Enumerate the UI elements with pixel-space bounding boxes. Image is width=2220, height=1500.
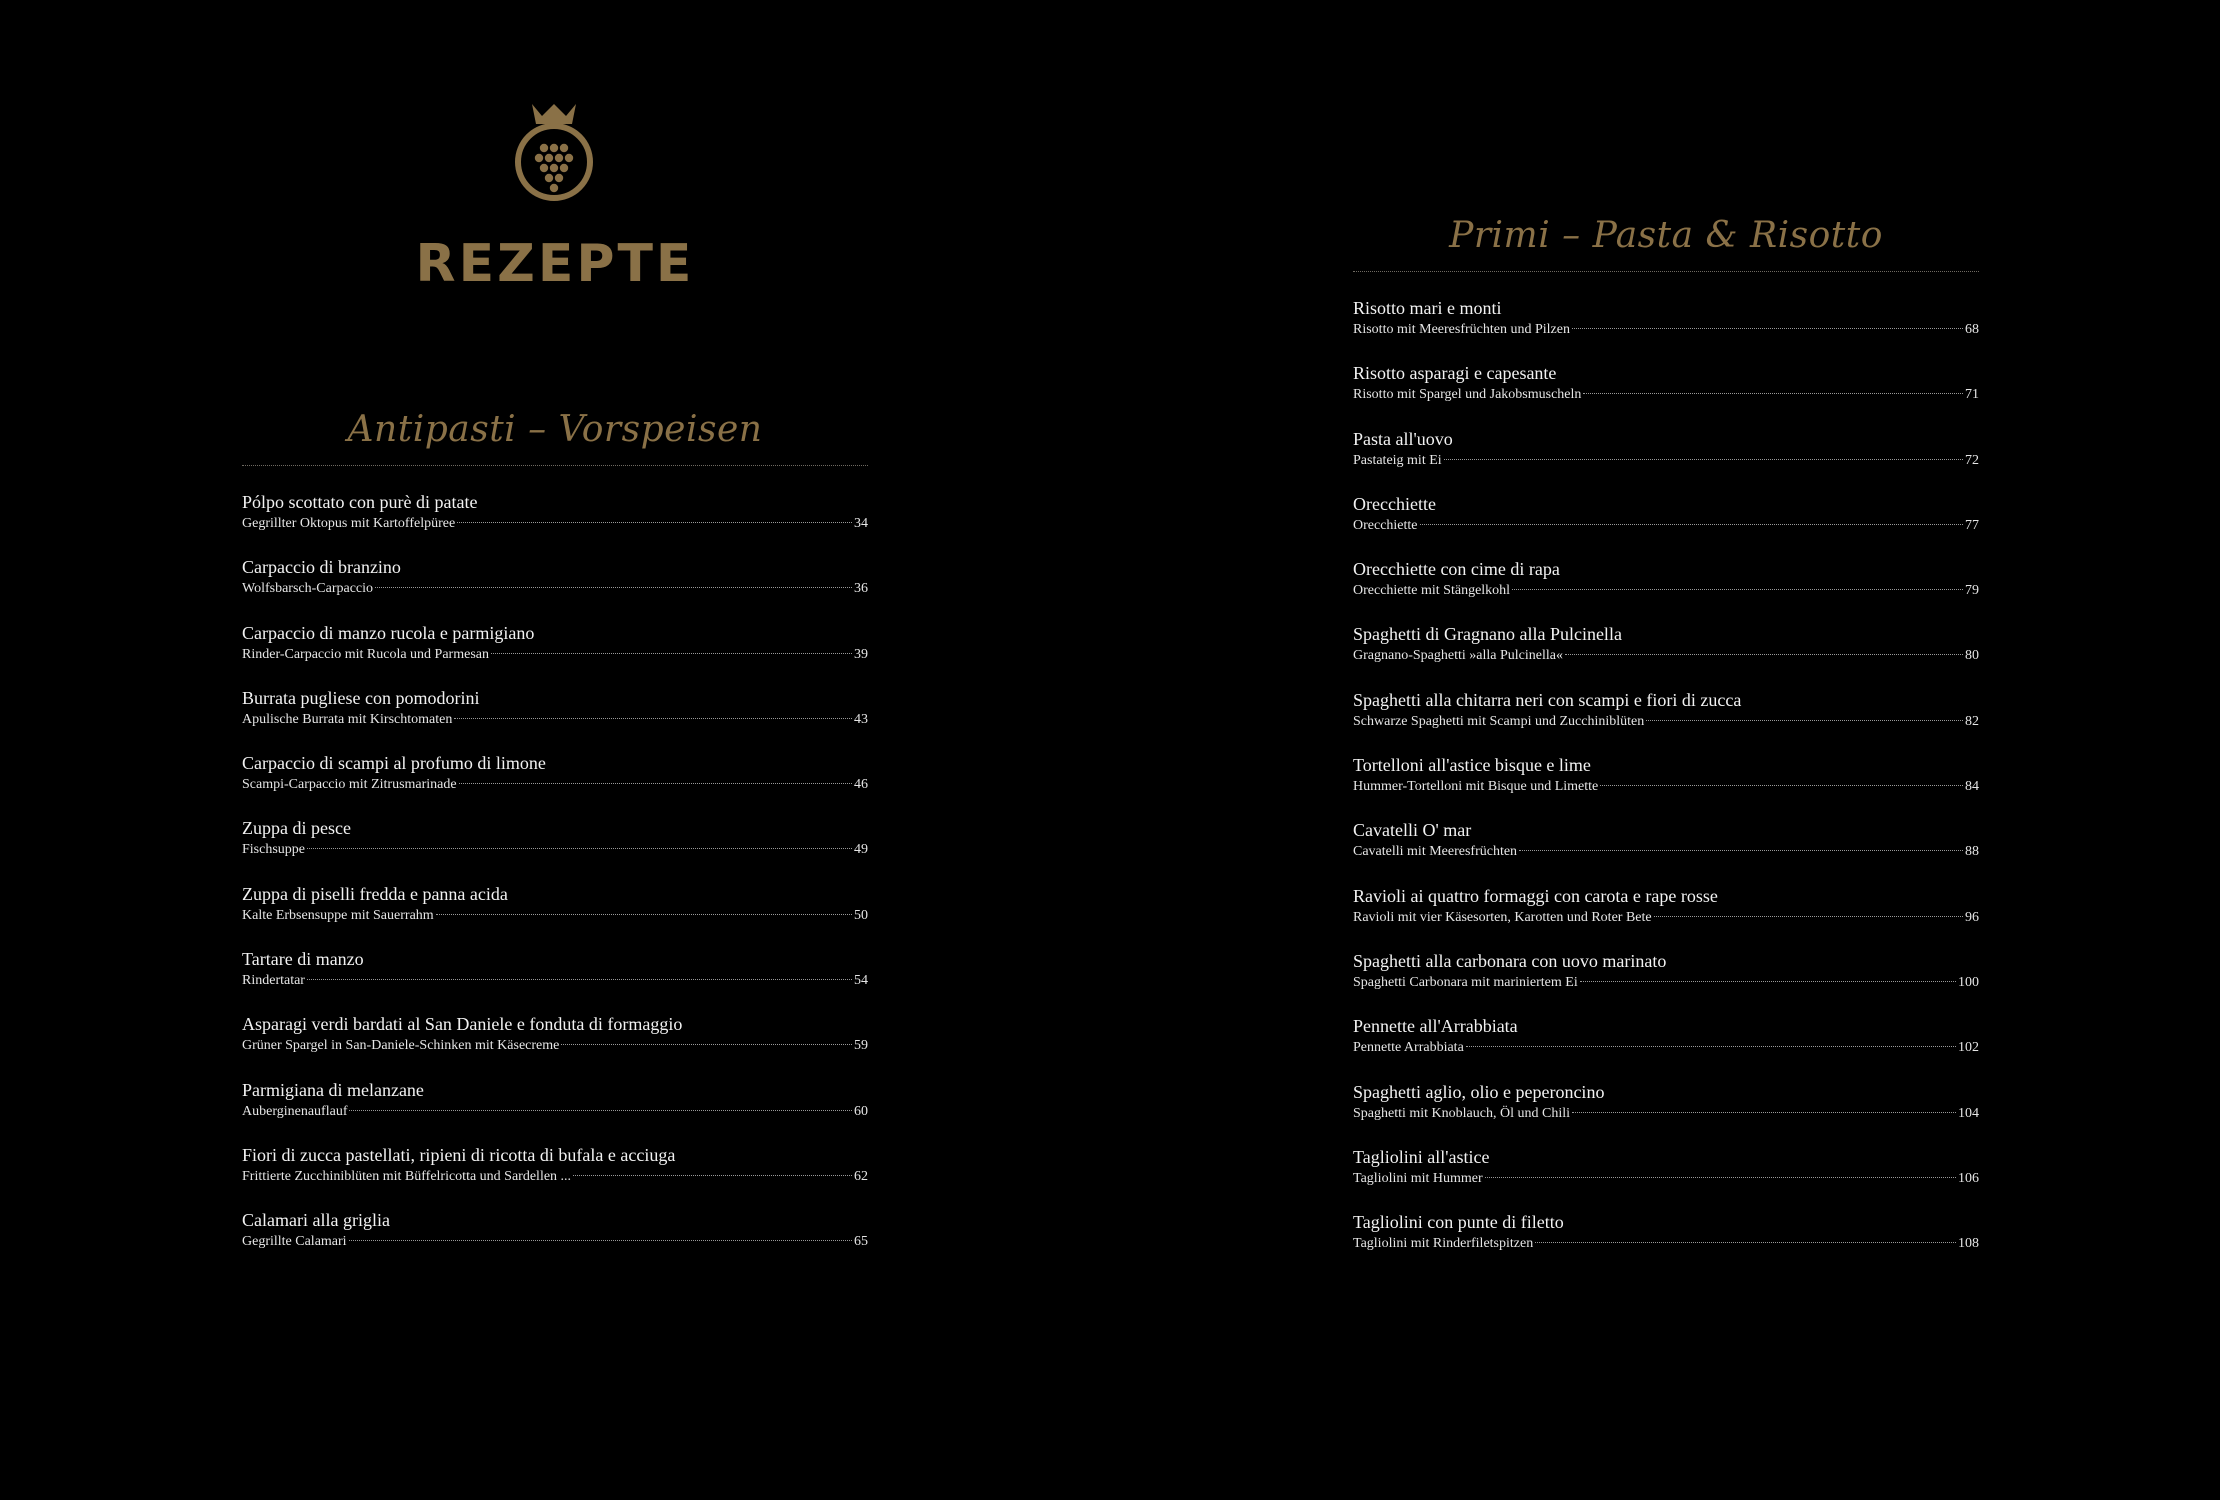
recipe-title: Pasta all'uovo (1353, 428, 1453, 449)
recipe-title: Cavatelli O' mar (1353, 820, 1472, 841)
recipe-entry (1353, 753, 1979, 818)
page-number: 79 (1965, 583, 1979, 599)
primi-section (1353, 206, 1979, 1275)
dot-leader (1654, 916, 1963, 917)
recipe-title: Tortelloni all'astice bisque e lime (1353, 755, 1591, 776)
recipe-entry (1353, 1014, 1979, 1079)
recipe-title: Risotto asparagi e capesante (1353, 363, 1557, 384)
recipe-subtitle-line (1353, 320, 1979, 340)
recipe-subtitle-line (1353, 777, 1979, 797)
recipe-entry (242, 751, 868, 816)
page-number: 82 (1965, 713, 1979, 729)
recipe-title: Spaghetti aglio, olio e peperoncino (1353, 1081, 1605, 1102)
recipe-subtitle: Wolfsbarsch-Carpaccio (242, 581, 374, 597)
recipe-entry (242, 1078, 868, 1143)
recipe-subtitle: Frittierte Zucchiniblüten mit Büffelricotta und Sardellen ... (242, 1168, 572, 1184)
recipe-entry (242, 490, 868, 555)
dot-leader (1519, 850, 1963, 851)
recipe-subtitle: Schwarze Spaghetti mit Scampi und Zucchiniblüten (1353, 713, 1645, 729)
page-number: 96 (1965, 909, 1979, 925)
recipe-subtitle-line (1353, 646, 1979, 666)
recipe-subtitle-line (1353, 581, 1979, 601)
recipe-title: Tartare di manzo (242, 949, 364, 970)
recipe-entry (1353, 492, 1979, 557)
dot-leader (1485, 1177, 1956, 1178)
page-number: 77 (1965, 517, 1979, 533)
recipe-title: Tagliolini con punte di filetto (1353, 1212, 1564, 1233)
recipe-entry (1353, 296, 1979, 361)
recipe-title: Carpaccio di branzino (242, 557, 401, 578)
recipe-title: Pólpo scottato con purè di patate (242, 492, 478, 512)
page-number: 46 (854, 777, 868, 793)
dot-leader (1580, 981, 1956, 982)
dot-leader (459, 783, 852, 784)
page-number: 34 (854, 516, 868, 531)
recipe-title: Spaghetti alla carbonara con uovo marinato (1353, 950, 1667, 971)
recipe-title: Calamari alla griglia (242, 1210, 390, 1231)
recipe-subtitle: Grüner Spargel in San-Daniele-Schinken mit Käsecreme (242, 1038, 560, 1054)
recipe-subtitle-line (1353, 908, 1979, 928)
dot-leader (457, 522, 852, 523)
recipe-entry (242, 882, 868, 947)
recipe-subtitle: Scampi-Carpaccio mit Zitrusmarinade (242, 777, 457, 793)
page-number: 102 (1958, 1040, 1979, 1056)
recipe-entry (1353, 818, 1979, 883)
recipe-entry (1353, 557, 1979, 622)
dot-leader (561, 1044, 852, 1045)
recipe-subtitle-line (242, 1232, 868, 1252)
page-number: 106 (1958, 1170, 1979, 1186)
recipe-subtitle-line (1353, 451, 1979, 471)
dot-leader (454, 718, 852, 719)
dot-leader (375, 587, 852, 588)
recipe-entry (1353, 884, 1979, 949)
recipe-list (242, 490, 868, 1274)
recipe-subtitle: Rinder-Carpaccio mit Rucola und Parmesan (242, 646, 489, 662)
page-number: 49 (854, 842, 868, 858)
recipe-entry (1353, 1145, 1979, 1210)
recipe-subtitle-line (1353, 1234, 1979, 1254)
recipe-subtitle-line (1353, 973, 1979, 993)
page-number: 59 (854, 1038, 868, 1054)
page-number: 80 (1965, 648, 1979, 664)
recipe-title: Zuppa di pesce (242, 818, 351, 839)
recipe-subtitle-line (1353, 1169, 1979, 1189)
section-divider (1353, 271, 1979, 272)
recipe-entry (242, 621, 868, 686)
recipe-subtitle-line (242, 1102, 868, 1122)
recipe-subtitle: Kalte Erbsensuppe mit Sauerrahm (242, 907, 434, 923)
page-number: 84 (1965, 779, 1979, 795)
recipe-subtitle-line (1353, 385, 1979, 405)
page-number: 104 (1958, 1105, 1979, 1121)
dot-leader (1572, 1112, 1956, 1113)
dot-leader (1646, 720, 1963, 721)
dot-leader (1600, 785, 1963, 786)
dot-leader (573, 1175, 852, 1176)
recipe-subtitle: Risotto mit Spargel und Jakobsmuscheln (1353, 387, 1582, 403)
dot-leader (1535, 1242, 1956, 1243)
recipe-title: Tagliolini all'astice (1353, 1146, 1490, 1167)
recipe-title: Zuppa di piselli fredda e panna acida (242, 883, 508, 904)
recipe-subtitle: Spaghetti Carbonara mit mariniertem Ei (1353, 974, 1578, 990)
page-number: 108 (1958, 1236, 1979, 1252)
recipe-subtitle: Orecchiette mit Stängelkohl (1353, 583, 1511, 599)
recipe-title: Ravioli ai quattro formaggi con carota e rape rosse (1353, 885, 1718, 906)
recipe-subtitle-line (242, 645, 868, 665)
page-number: 65 (854, 1234, 868, 1250)
page-number: 39 (854, 646, 868, 662)
recipe-subtitle-line (242, 775, 868, 795)
dot-leader (1444, 459, 1963, 460)
recipe-subtitle: Rindertatar (242, 973, 305, 989)
recipe-title: Asparagi verdi bardati al San Daniele e fonduta di formaggio (242, 1014, 683, 1035)
recipe-entry (1353, 622, 1979, 687)
recipe-subtitle: Pennette Arrabbiata (1353, 1040, 1464, 1056)
recipe-entry (242, 816, 868, 881)
recipe-subtitle-line (242, 971, 868, 991)
dot-leader (1583, 393, 1963, 394)
recipe-title: Carpaccio di scampi al profumo di limone (242, 753, 546, 774)
recipe-subtitle: Cavatelli mit Meeresfrüchten (1353, 844, 1518, 860)
recipe-subtitle: Tagliolini mit Hummer (1353, 1170, 1483, 1186)
recipe-entry (1353, 1210, 1979, 1275)
recipe-subtitle-line (242, 840, 868, 860)
page-number: 100 (1958, 974, 1979, 990)
page-number: 68 (1965, 322, 1979, 337)
recipe-entry (1353, 427, 1979, 492)
recipe-subtitle: Gragnano-Spaghetti »alla Pulcinella« (1353, 648, 1563, 664)
dot-leader (1572, 328, 1963, 329)
recipe-subtitle-line (242, 514, 868, 534)
recipe-subtitle-line (1353, 842, 1979, 862)
recipe-subtitle-line (1353, 712, 1979, 732)
recipe-entry (242, 555, 868, 620)
recipe-subtitle-line (242, 710, 868, 730)
recipe-title: Spaghetti di Gragnano alla Pulcinella (1353, 624, 1622, 645)
recipe-title: Parmigiana di melanzane (242, 1079, 424, 1100)
page-number: 54 (854, 973, 868, 989)
recipe-title: Pennette all'Arrabbiata (1353, 1016, 1518, 1037)
recipe-subtitle-line (242, 906, 868, 926)
recipe-subtitle: Apulische Burrata mit Kirschtomaten (242, 711, 453, 727)
page-number: 36 (854, 581, 868, 597)
right-page (1110, 0, 2220, 1500)
recipe-subtitle: Gegrillte Calamari (242, 1234, 347, 1250)
dot-leader (1466, 1046, 1956, 1047)
recipe-subtitle: Auberginenauflauf (242, 1103, 348, 1119)
recipe-title: Burrata pugliese con pomodorini (242, 687, 480, 708)
recipe-subtitle: Spaghetti mit Knoblauch, Öl und Chili (1353, 1105, 1570, 1121)
book-title: REZEPTE (415, 234, 695, 294)
recipe-entry (1353, 949, 1979, 1014)
section-divider (242, 465, 868, 466)
page-number: 88 (1965, 844, 1979, 860)
recipe-subtitle: Ravioli mit vier Käsesorten, Karotten und Roter Bete (1353, 909, 1652, 925)
dot-leader (349, 1110, 852, 1111)
section-heading: Antipasti – Vorspeisen (347, 409, 763, 450)
recipe-entry (242, 1208, 868, 1273)
recipe-entry (242, 1012, 868, 1077)
dot-leader (1565, 654, 1963, 655)
dot-leader (307, 979, 852, 980)
dot-leader (307, 848, 852, 849)
crowned-grape-logo-icon (512, 102, 596, 204)
recipe-title: Carpaccio di manzo rucola e parmigiano (242, 622, 535, 643)
recipe-subtitle: Orecchiette (1353, 517, 1418, 533)
antipasti-section (242, 400, 868, 1274)
recipe-subtitle-line (242, 1167, 868, 1187)
recipe-subtitle-line (1353, 1104, 1979, 1124)
recipe-subtitle: Gegrillter Oktopus mit Kartoffelpüree (242, 516, 456, 531)
recipe-subtitle: Tagliolini mit Rinderfiletspitzen (1353, 1236, 1534, 1252)
recipe-title: Orecchiette (1353, 493, 1436, 514)
dot-leader (491, 653, 852, 654)
page-number: 72 (1965, 452, 1979, 468)
dot-leader (349, 1240, 852, 1241)
recipe-title: Fiori di zucca pastellati, ripieni di ricotta di bufala e acciuga (242, 1144, 676, 1165)
recipe-subtitle-line (242, 1036, 868, 1056)
recipe-list (1353, 296, 1979, 1275)
page-number: 50 (854, 907, 868, 923)
recipe-subtitle: Hummer-Tortelloni mit Bisque und Limette (1353, 779, 1599, 795)
dot-leader (436, 914, 852, 915)
recipe-entry (1353, 1080, 1979, 1145)
recipe-subtitle-line (1353, 516, 1979, 536)
page-number: 62 (854, 1168, 868, 1184)
dot-leader (1420, 524, 1963, 525)
recipe-title: Spaghetti alla chitarra neri con scampi e fiori di zucca (1353, 689, 1742, 710)
recipe-entry (242, 686, 868, 751)
recipe-subtitle-line (242, 579, 868, 599)
recipe-subtitle: Risotto mit Meeresfrüchten und Pilzen (1353, 322, 1570, 337)
recipe-subtitle: Pastateig mit Ei (1353, 452, 1442, 468)
recipe-entry (242, 1143, 868, 1208)
recipe-subtitle-line (1353, 1038, 1979, 1058)
recipe-title: Risotto mari e monti (1353, 298, 1502, 318)
page-number: 43 (854, 711, 868, 727)
recipe-subtitle: Fischsuppe (242, 842, 305, 858)
dot-leader (1512, 589, 1963, 590)
recipe-title: Orecchiette con cime di rapa (1353, 559, 1560, 580)
section-heading: Primi – Pasta & Risotto (1449, 215, 1883, 256)
recipe-entry (1353, 361, 1979, 426)
recipe-entry (1353, 688, 1979, 753)
page-number: 60 (854, 1103, 868, 1119)
page-number: 71 (1965, 387, 1979, 403)
recipe-entry (242, 947, 868, 1012)
